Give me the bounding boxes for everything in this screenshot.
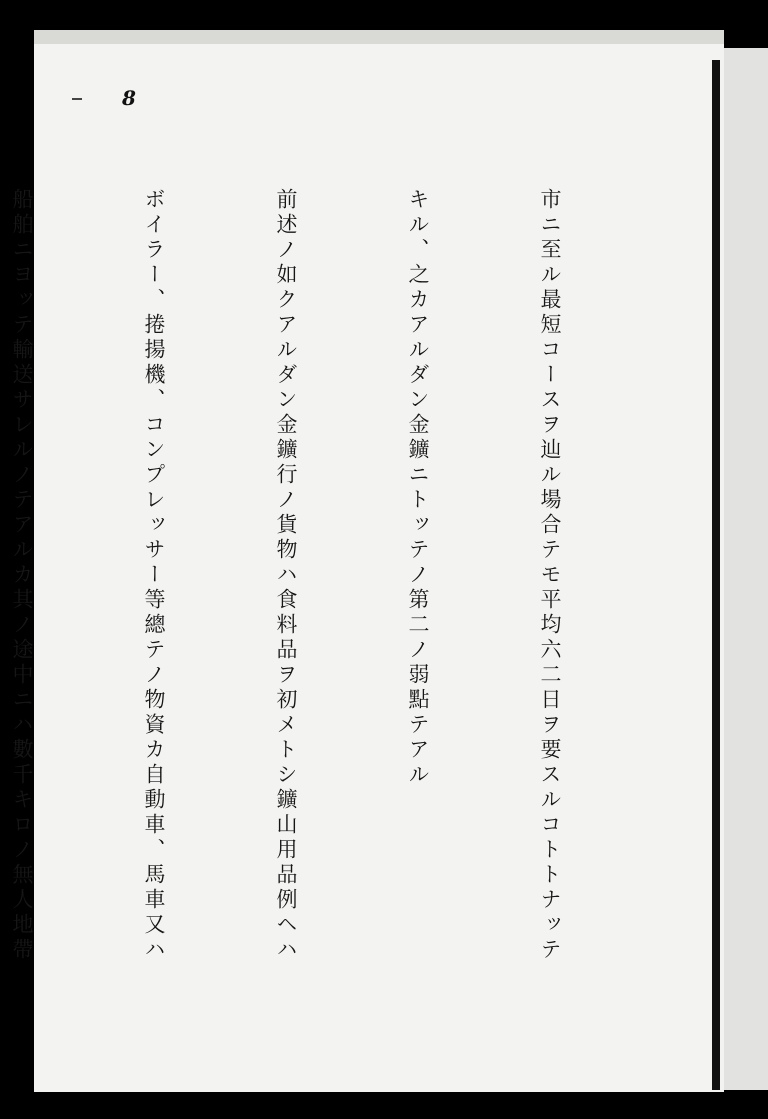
margin-mark — [72, 98, 82, 100]
text-column: ボイラー、捲揚機、コンプレッサー等總テノ物資カ自動車、馬車又ハ — [142, 188, 166, 963]
page-number: 8 — [122, 86, 136, 110]
text-column: 船舶ニヨッテ輸送サレルノテアルカ其ノ途中ニハ數千キロノ無人地帶 — [10, 188, 34, 963]
vertical-text-body — [0, 188, 660, 1028]
page-gutter — [712, 60, 720, 1090]
text-column: 前述ノ如クアルダン金鑛行ノ貨物ハ食料品ヲ初メトシ鑛山用品例ヘハ — [274, 188, 298, 963]
document-page — [10, 30, 724, 1092]
text-column: キル、之カアルダン金鑛ニトッテノ第二ノ弱點テアル — [406, 188, 430, 788]
facing-page-edge — [724, 48, 768, 1090]
text-column: 市ニ至ル最短コースヲ辿ル場合テモ平均六二日ヲ要スルコトトナッテ — [538, 188, 562, 963]
